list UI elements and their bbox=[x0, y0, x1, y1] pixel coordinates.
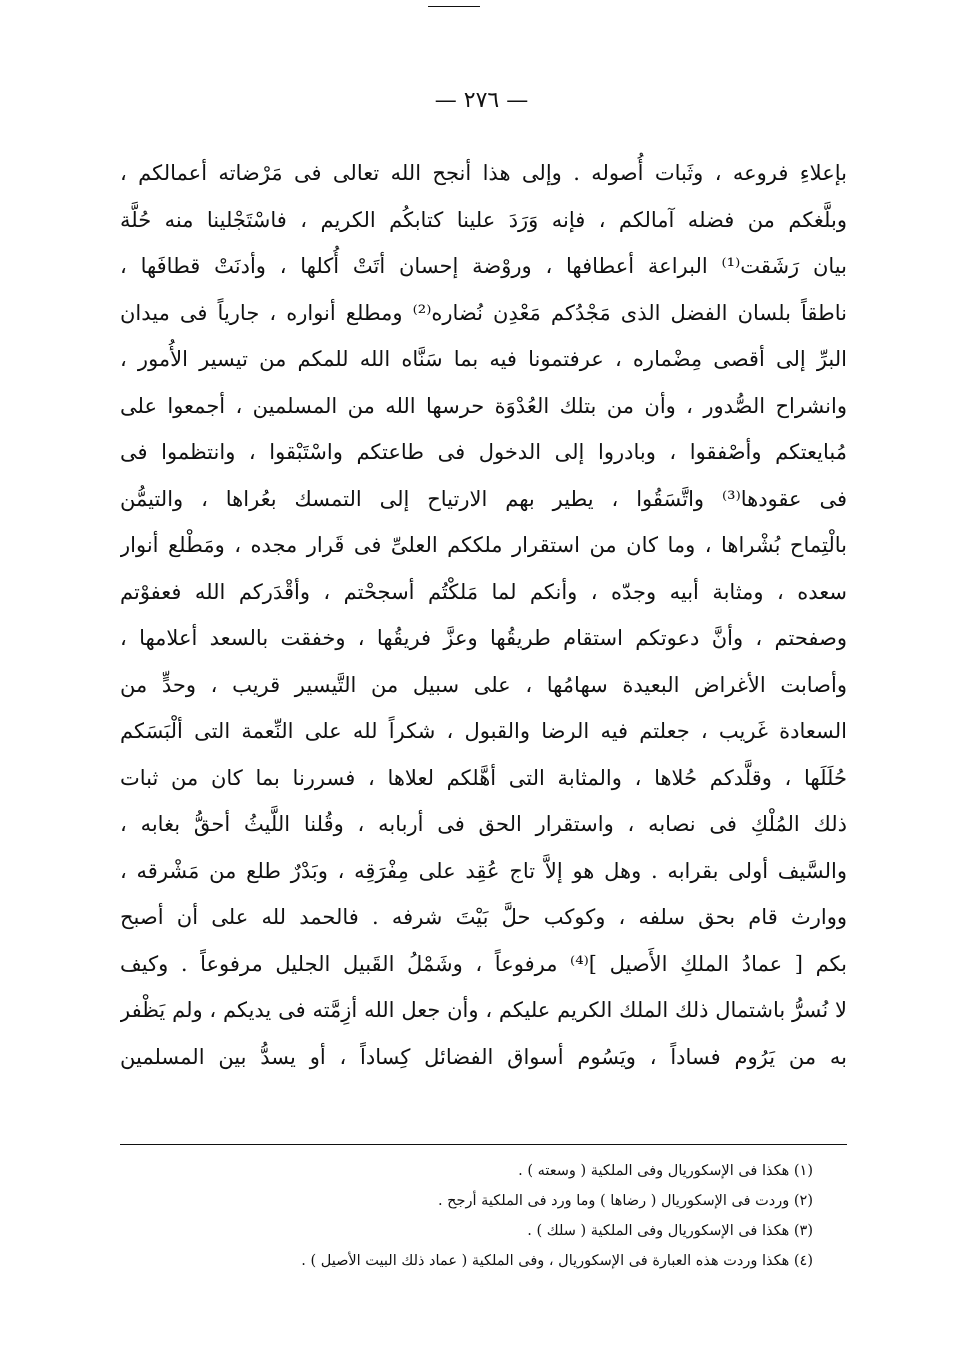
text-line: السعادة غَريب ، جعلتم فيه الرضا والقبول ، شكراً لله على النِّعمة التى ألْبَسَكم bbox=[120, 719, 847, 743]
text-line: بإعلاءِ فروعه ، وثَبات أُصوله . وإلى هذا أنجح الله تعالى فى مَرْضاته أعمالكم ، bbox=[120, 161, 847, 185]
text-line: بيان رَشَقت⁽¹⁾ البراعة أعطافها ، وروْضة إحسان أتَتْ أُكلها ، وأدنَتْ قطافَها ، bbox=[120, 254, 847, 278]
text-line: البرِّ إلى أقصى مِضْماره ، عرفتمونا فيه بما سَنَّاه الله للمكم من تيسير الأُمور ، bbox=[120, 347, 847, 371]
footnotes bbox=[123, 1156, 813, 1276]
top-rule bbox=[428, 6, 480, 7]
text-line: به من يَرُوم فساداً ، ويَسُوم أسواق الفضائل كِساداً ، أو يسدُّ بين المسلمين bbox=[120, 1044, 847, 1069]
footnote-3: (٣) هكذا فى الإسكوريال وفى الملكية ( سلك ) . bbox=[527, 1223, 813, 1239]
page-number: — ٢٧٦ — bbox=[434, 88, 529, 113]
text-line: وصفحتم ، وأنَّ دعوتكم استقام طريقُها وعزَّ فريقُها ، وخفقت بالسعد أعلامها ، bbox=[120, 626, 847, 650]
text-line: بكم [ عمادُ الملكِ الأَصيل ]⁽⁴⁾ مرفوعاً ، وشَمْلُ القَبيل الجليل مرفوعاً . وكيف bbox=[120, 951, 847, 976]
text-line: ناطقاً بلسان الفضل الذى مَجْدُكم مَعْدِن نُضاره⁽²⁾ ومطلع أنواره ، جارياً فى ميدان bbox=[120, 300, 847, 325]
footnote-4: (٤) هكذا وردت هذه العبارة فى الإسكوريال ، وفى الملكية ( عماد ذلك البيت الأصيل ) . bbox=[301, 1253, 813, 1269]
text-line: والسَّيف أولى بقرابه . وهل هو إلاَّ تاج عُقِد على مِفْرَقِه ، وبَدْرٌ طلع من مَشْرقه ، bbox=[120, 858, 847, 883]
text-line: وانشراح الصُّدور ، وأن من بتلك العُدْوَة حرسها الله من المسلمين ، أجمعوا على bbox=[120, 393, 847, 418]
text-line: بالْتِماح بُشْراها ، وما كان من استقرار ملككم العلىِّ فى قَرار مجده ، ومَطْلع أنوار bbox=[120, 533, 847, 557]
text-line: وبلَّغكم من فضله آمالكم ، فإنه وَرَدَ علينا كتابكُم الكريم ، فاسْتَجْلينا منه حُلَّة bbox=[120, 207, 847, 232]
text-line: فى عقودها⁽³⁾ واتَّسَقُوا ، يطير بهم الارتياح إلى التمسك بعُراها ، والتيمُّن bbox=[120, 486, 847, 511]
text-line: ووارث قام بحق سلفه ، وكوكب حلَّ بَيْتَ شرفه . فالحمد لله على أن أصبح bbox=[120, 905, 847, 929]
text-line: وأصابت الأغراض البعيدة سهامُها ، على سبيل من التَّيسير قريب ، وحدٍّ من bbox=[120, 672, 847, 697]
text-line: حُلَلَها ، وقلَّدكم حُلاها ، والمثابة التى أهَّلكم لعلاها ، فسررنا بما كان من ثبات bbox=[120, 765, 847, 790]
footnote-divider bbox=[120, 1144, 847, 1145]
body-text bbox=[120, 150, 847, 1080]
text-line: مُبايعتكم وأصْفقوا ، وبادروا إلى الدخول فى طاعتكم واسْتَبْقوا ، وانتظموا فى bbox=[120, 440, 847, 464]
text-line: لا نُسرُّ باشتمال ذلك الملك الكريم عليكم ، وأن جعل الله أزِمَّته فى يديكم ، ولم يَظْفر bbox=[120, 998, 847, 1022]
text-line: سعده ، ومثابة أبيه وجدّه ، وأنكم لما مَلكْتُم أسجحْتم ، وأقْدَركم الله فعفوْتم bbox=[120, 579, 847, 604]
footnote-2: (٢) وردت فى الإسكوريال ( رضاها ) وما ورد فى الملكية أرجح . bbox=[437, 1193, 813, 1209]
footnote-1: (١) هكذا فى الإسكوريال وفى الملكية ( وسعته ) . bbox=[518, 1163, 813, 1179]
text-line: ذلك المُلْكِ فى نصابه ، واستقرار الحق فى أربابه ، وقُلنا اللَّيثُ أحقُّ بغابه ، bbox=[120, 812, 847, 836]
